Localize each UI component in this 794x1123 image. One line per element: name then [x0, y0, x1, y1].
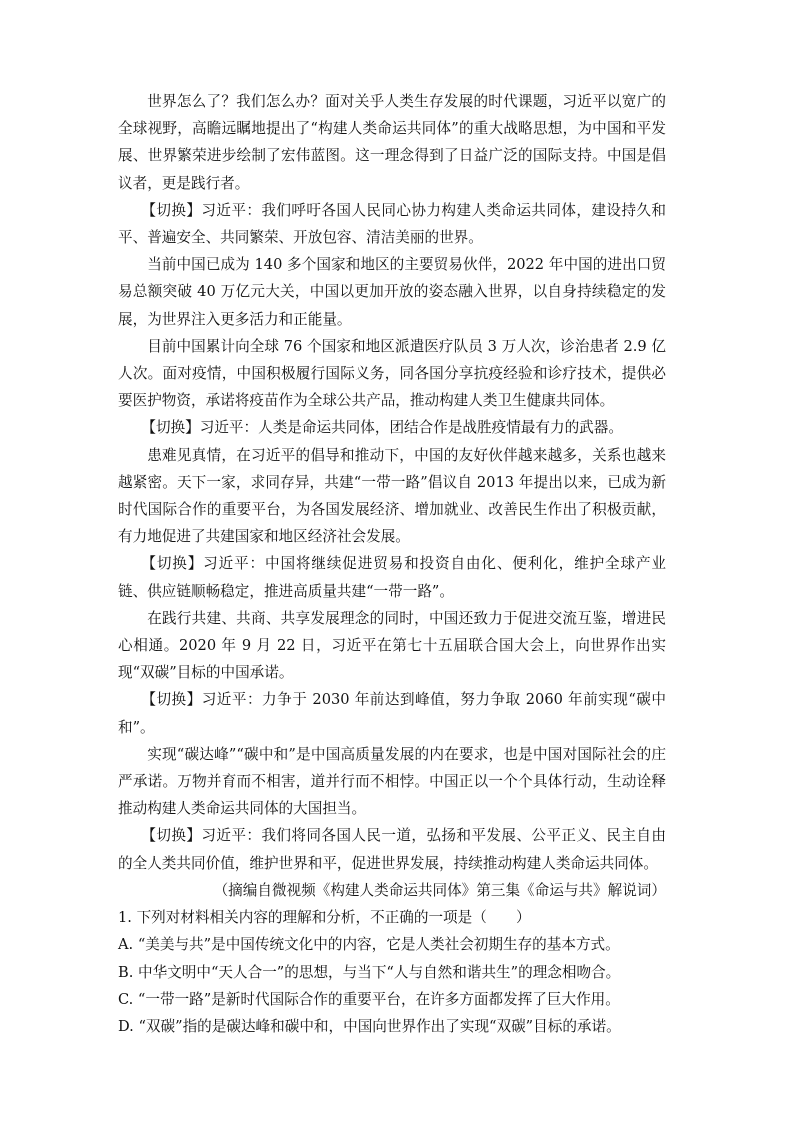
- option-d: D. “双碳”指的是碳达峰和碳中和，中国向世界作出了实现“双碳”目标的承诺。: [118, 1017, 621, 1035]
- source-citation: （摘编自微视频《构建人类命运共同体》第三集《命运与共》解说词）: [213, 881, 666, 899]
- paragraph-switch-quote: 【切换】习近平：中国将继续促进贸易和投资自由化、便利化，维护全球产业链、供应链顺畅稳定，推进高质量共建“一带一路”。: [118, 555, 666, 600]
- paragraph-exchange: 在践行共建、共商、共享发展理念的同时，中国还致力于促进交流互鉴，增进民心相通。2020 年 9 月 22 日，习近平在第七十五届联合国大会上，向世界作出实现“双碳”目标的中国承诺。: [118, 609, 666, 682]
- article-body: [118, 88, 666, 904]
- question-block: [118, 904, 666, 1040]
- paragraph-switch-quote: 【切换】习近平：人类是命运共同体，团结合作是战胜疫情最有力的武器。: [141, 419, 623, 437]
- document-page: [118, 88, 666, 1040]
- paragraph-switch-quote: 【切换】习近平：我们将同各国人民一道，弘扬和平发展、公平正义、民主自由的全人类共同价值，维护世界和平，促进世界发展，持续推动构建人类命运共同体。: [118, 827, 666, 872]
- paragraph-belt-road: 患难见真情，在习近平的倡导和推动下，中国的友好伙伴越来越多，关系也越来越紧密。天下一家，求同存异，共建“一带一路”倡议自 2013 年提出以来，已成为新时代国际合作的重要平台，为各国发展经济、增加就业、改善民生作出了积极贡献，有力地促进了共建国家和地区经济社会发展。: [118, 446, 666, 546]
- option-c: C. “一带一路”是新时代国际合作的重要平台，在许多方面都发挥了巨大作用。: [118, 990, 620, 1008]
- option-b: B. 中华文明中“天人合一”的思想，与当下“人与自然和谐共生”的理念相吻合。: [118, 963, 621, 981]
- question-stem: 1. 下列对材料相关内容的理解和分析，不正确的一项是（ ）: [118, 909, 531, 927]
- paragraph-switch-quote: 【切换】习近平：我们呼吁各国人民同心协力构建人类命运共同体，建设持久和平、普遍安全、共同繁荣、开放包容、清洁美丽的世界。: [118, 201, 666, 247]
- paragraph-switch-quote: 【切换】习近平：力争于 2030 年前达到峰值，努力争取 2060 年前实现“碳中和”。: [118, 691, 666, 736]
- paragraph-carbon: 实现“碳达峰”“碳中和”是中国高质量发展的内在要求，也是中国对国际社会的庄严承诺。万物并育而不相害，道并行而不相悖。中国正以一个个具体行动，生动诠释推动构建人类命运共同体的大国担当。: [118, 745, 666, 818]
- paragraph-trade: 当前中国已成为 140 多个国家和地区的主要贸易伙伴，2022 年中国的进出口贸易总额突破 40 万亿元大关，中国以更加开放的姿态融入世界，以自身持续稳定的发展，为世界注入更多活力和正能量。: [118, 256, 666, 328]
- option-a: A. “美美与共”是中国传统文化中的内容，它是人类社会初期生存的基本方式。: [118, 936, 620, 954]
- paragraph-medical: 目前中国累计向全球 76 个国家和地区派遣医疗队员 3 万人次，诊治患者 2.9 亿人次。面对疫情，中国积极履行国际义务，同各国分享抗疫经验和诊疗技术，提供必要医护物资，承诺将疫苗作为全球公共产品，推动构建人类卫生健康共同体。: [118, 337, 666, 410]
- paragraph-intro: 世界怎么了？我们怎么办？面对关乎人类生存发展的时代课题，习近平以宽广的全球视野，高瞻远瞩地提出了“构建人类命运共同体”的重大战略思想，为中国和平发展、世界繁荣进步绘制了宏伟蓝图。这一理念得到了日益广泛的国际支持。中国是倡议者，更是践行者。: [118, 93, 666, 192]
